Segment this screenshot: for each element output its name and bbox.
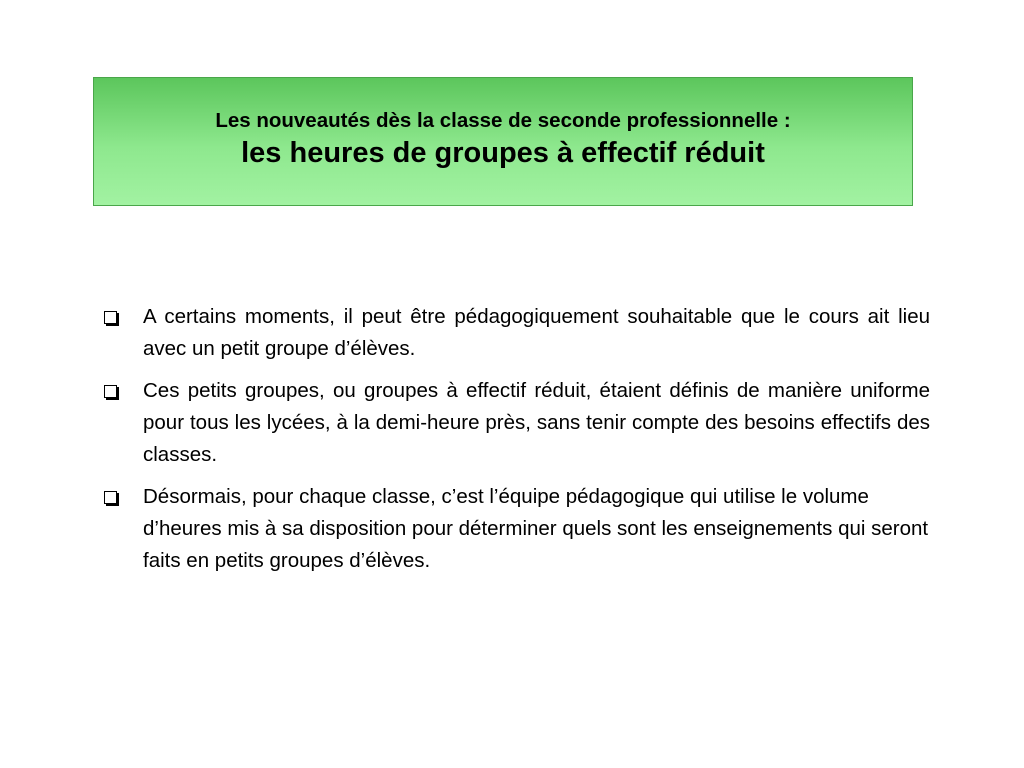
bullet-list [104,301,930,587]
title-banner [93,77,913,206]
hollow-square-icon [104,311,117,324]
bullet-item-2 [104,375,930,471]
bullet-item-1 [104,301,930,365]
bullet-item-3 [104,481,930,577]
bullet-text-2: Ces petits groupes, ou groupes à effectif réduit, étaient définis de manière uniforme pour tous les lycées, à la demi-heure près, sans tenir compte des besoins effectifs des classes. [143,379,930,466]
hollow-square-icon [104,491,117,504]
bullet-text-1: A certains moments, il peut être pédagogiquement souhaitable que le cours ait lieu avec un petit groupe d’élèves. [143,305,930,360]
title-line-1: Les nouveautés dès la classe de seconde professionnelle : [215,108,791,132]
title-line-2: les heures de groupes à effectif réduit [241,136,765,169]
hollow-square-icon [104,385,117,398]
bullet-text-3: Désormais, pour chaque classe, c’est l’équipe pédagogique qui utilise le volume d’heures mis à sa disposition pour déterminer quels sont les enseignements qui seront faits en petits groupes d’élèves. [143,485,929,572]
